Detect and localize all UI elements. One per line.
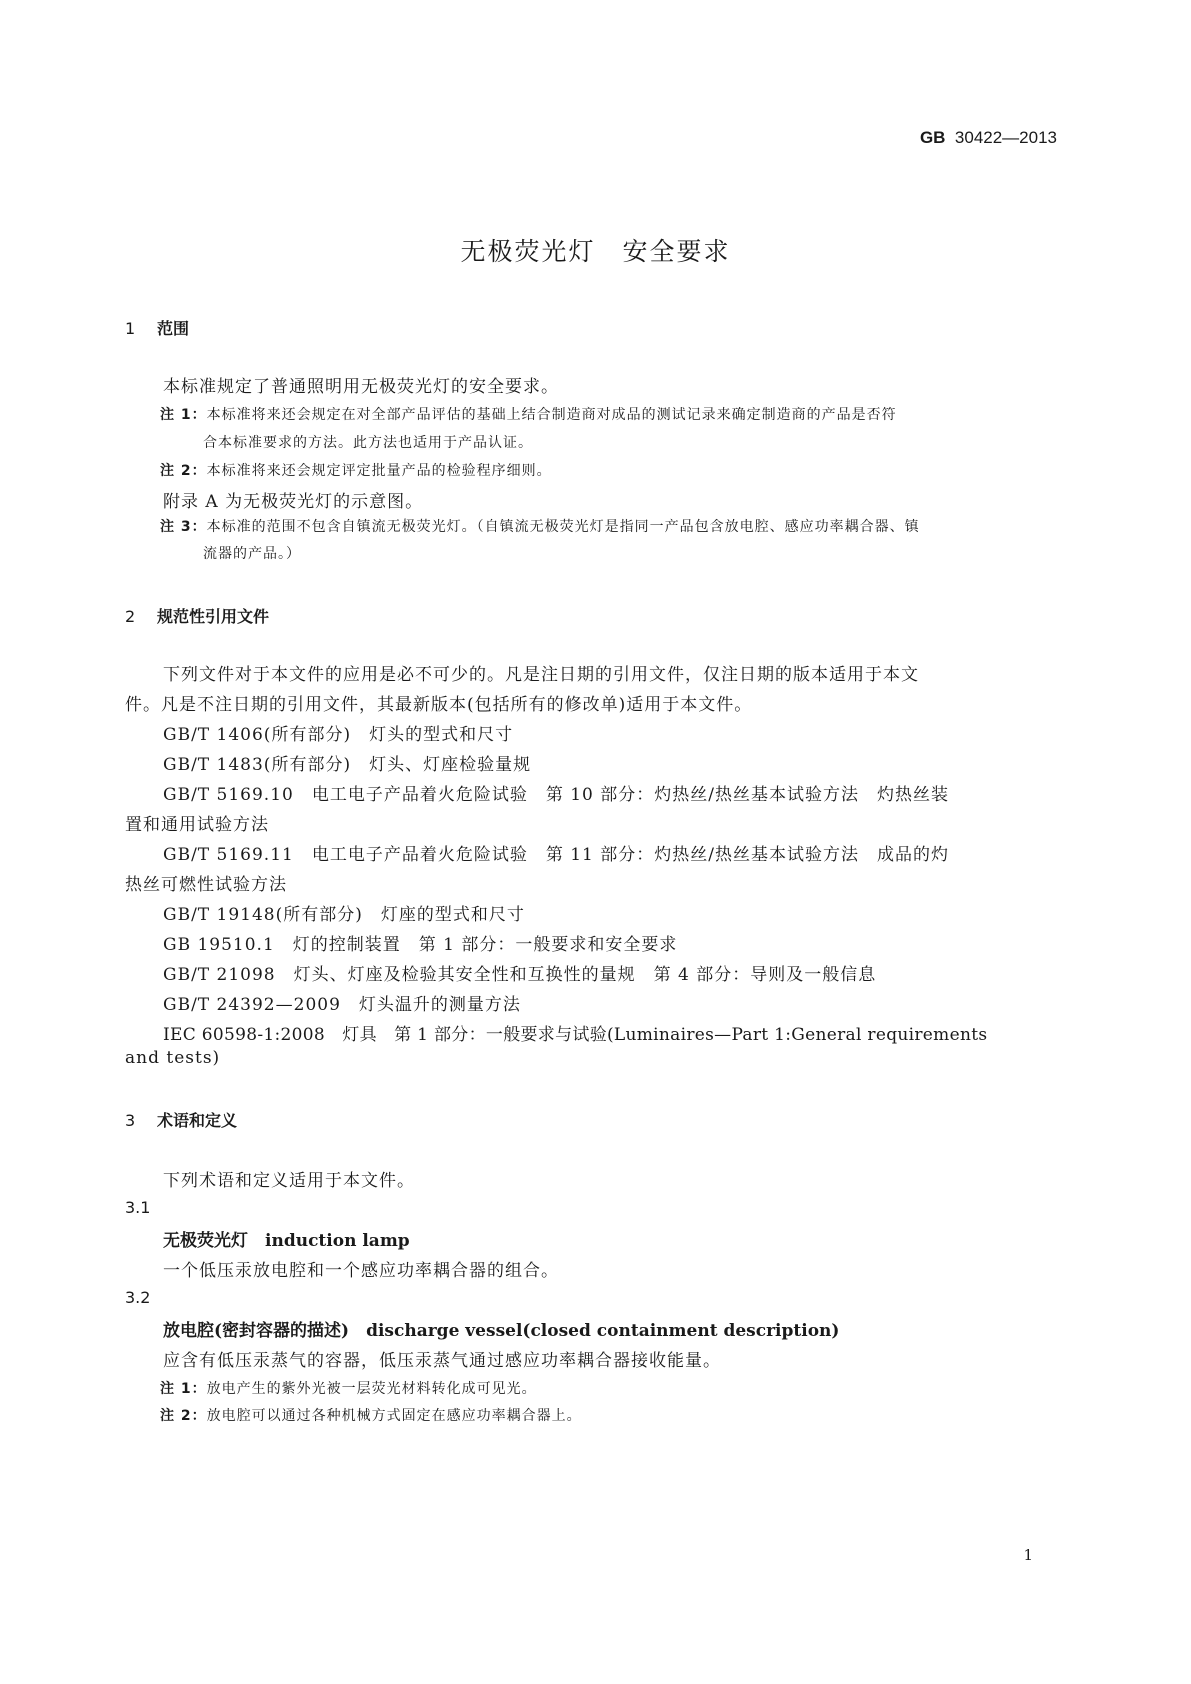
section-3-heading: 3 术语和定义 (125, 1111, 238, 1130)
term-note-2: 注 2：放电腔可以通过各种机械方式固定在感应功率耦合器上。 (160, 1408, 582, 1424)
refs-intro-cont: 件。凡是不注日期的引用文件，其最新版本(包括所有的修改单)适用于本文件。 (125, 695, 753, 715)
note-3: 注 3：本标准的范围不包含自镇流无极荧光灯。（自镇流无极荧光灯是指同一产品包含放电腔、感应功率耦合器、镇 (160, 519, 920, 535)
reference-item: GB/T 5169.11 电工电子产品着火危险试验 第 11 部分：灼热丝/热丝基本试验方法 成品的灼 (163, 845, 950, 865)
term-number: 3.1 (125, 1198, 151, 1217)
annex-paragraph: 附录 A 为无极荧光灯的示意图。 (163, 492, 424, 512)
reference-item: GB/T 19148(所有部分) 灯座的型式和尺寸 (163, 905, 525, 925)
term-title: 放电腔(密封容器的描述) discharge vessel(closed containment description) (163, 1321, 840, 1341)
reference-item: GB/T 24392—2009 灯头温升的测量方法 (163, 995, 521, 1015)
scope-paragraph: 本标准规定了普通照明用无极荧光灯的安全要求。 (163, 377, 559, 397)
note-1: 注 1：本标准将来还会规定在对全部产品评估的基础上结合制造商对成品的测试记录来确定制造商的产品是否符 (160, 407, 897, 423)
reference-item: GB/T 21098 灯头、灯座及检验其安全性和互换性的量规 第 4 部分：导则及一般信息 (163, 965, 877, 985)
term-note-1: 注 1：放电产生的紫外光被一层荧光材料转化成可见光。 (160, 1381, 537, 1397)
reference-item-cont: 置和通用试验方法 (125, 815, 269, 835)
section-1-heading: 1 范围 (125, 319, 190, 338)
reference-item: GB 19510.1 灯的控制装置 第 1 部分：一般要求和安全要求 (163, 935, 678, 955)
reference-item-cont: 热丝可燃性试验方法 (125, 875, 287, 895)
reference-item: GB/T 5169.10 电工电子产品着火危险试验 第 10 部分：灼热丝/热丝基本试验方法 灼热丝装 (163, 785, 950, 805)
page-number: 1 (1023, 1546, 1033, 1564)
terms-intro: 下列术语和定义适用于本文件。 (163, 1171, 415, 1191)
document-title: 无极荧光灯 安全要求 (460, 237, 731, 266)
standard-number: GB 30422—2013 (919, 128, 1057, 147)
refs-intro: 下列文件对于本文件的应用是必不可少的。凡是注日期的引用文件，仅注日期的版本适用于本文 (163, 665, 919, 685)
reference-item: GB/T 1406(所有部分) 灯头的型式和尺寸 (163, 725, 514, 745)
note-2: 注 2：本标准将来还会规定评定批量产品的检验程序细则。 (160, 463, 552, 479)
section-2-heading: 2 规范性引用文件 (125, 607, 270, 626)
term-title: 无极荧光灯 induction lamp (163, 1231, 410, 1251)
reference-item-cont: and tests) (125, 1048, 221, 1068)
term-definition: 应含有低压汞蒸气的容器，低压汞蒸气通过感应功率耦合器接收能量。 (163, 1351, 721, 1371)
note-1-cont: 合本标准要求的方法。此方法也适用于产品认证。 (203, 435, 533, 451)
reference-item: GB/T 1483(所有部分) 灯头、灯座检验量规 (163, 755, 532, 775)
reference-item: IEC 60598-1:2008 灯具 第 1 部分：一般要求与试验(Luminaires—Part 1:General requirements (163, 1025, 988, 1045)
term-number: 3.2 (125, 1288, 151, 1307)
term-definition: 一个低压汞放电腔和一个感应功率耦合器的组合。 (163, 1261, 559, 1281)
note-3-cont: 流器的产品。） (203, 546, 301, 562)
